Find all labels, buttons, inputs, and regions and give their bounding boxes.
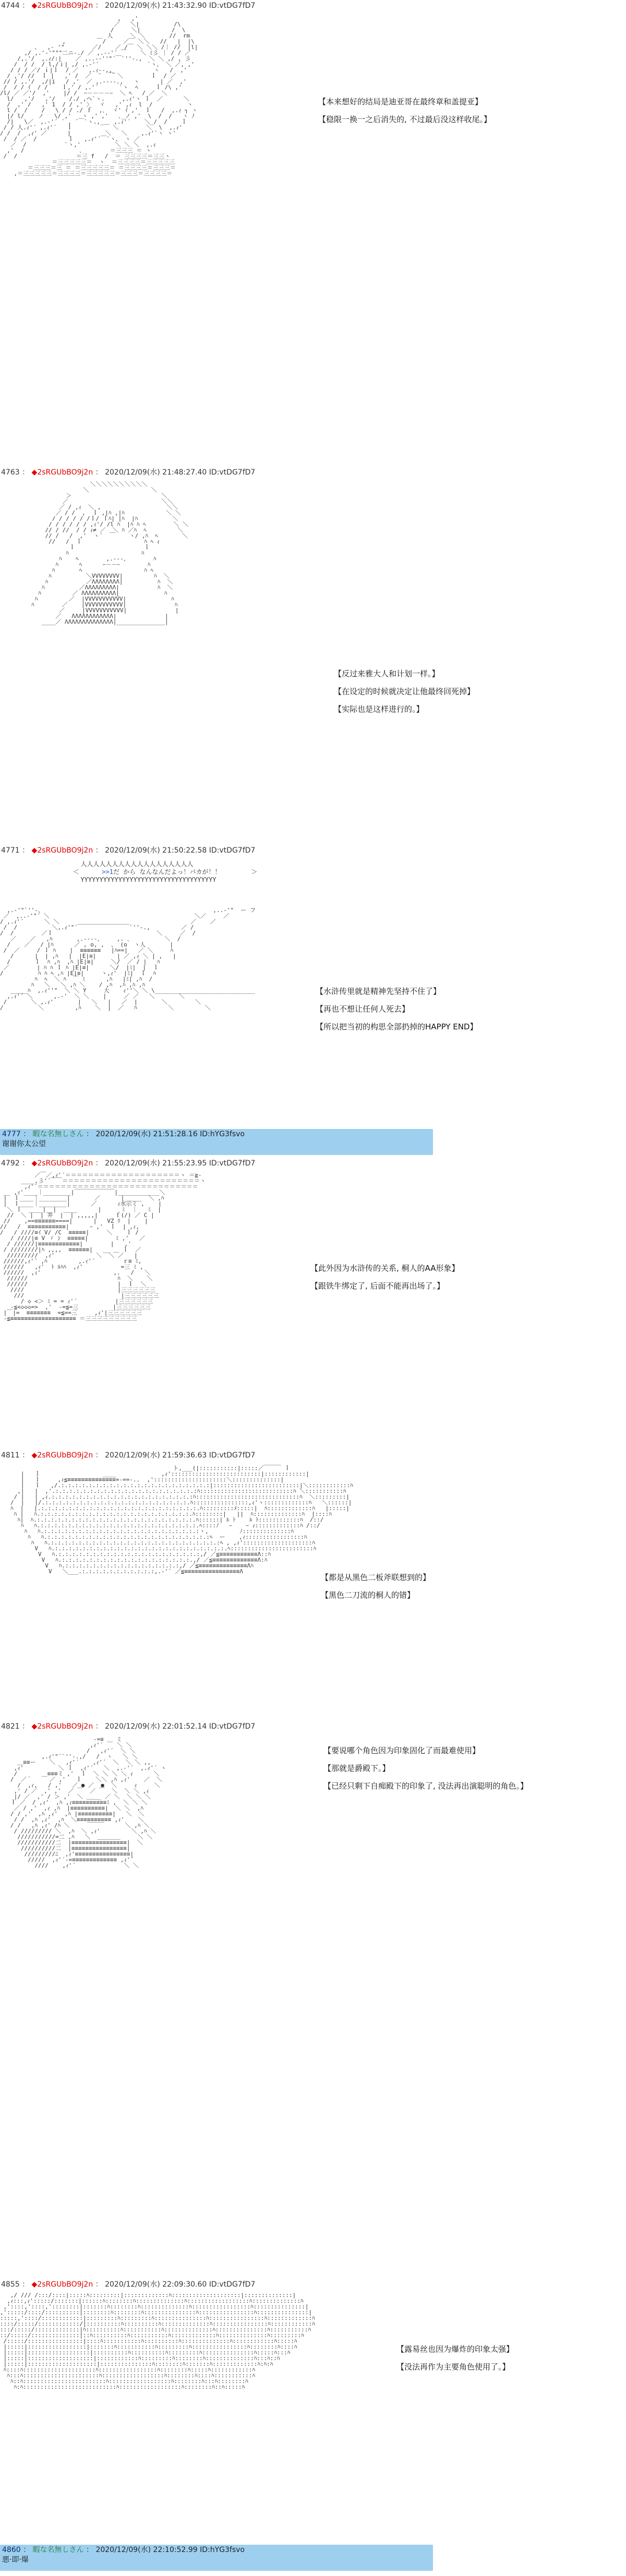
reply-author: 暇な名無しさん (32, 1130, 84, 1138)
note-line: 【实际也是这样进行的。】 (334, 704, 424, 714)
note-line: 【水浒传里就是精神先坚持不住了】 (316, 987, 441, 996)
post-header: 4792 ： ◆2sRGUbBO9j2n ： 2020/12/09(水) 21:55:23.95 ID:vtDG7fD7 (1, 1159, 256, 1168)
post (0, 845, 626, 1155)
note-line: 【已经只剩下自痴殿下的印象了, 没法再出演聪明的角色。】 (323, 1781, 528, 1791)
ascii-art: ト,___(|:::::::::::|:::::／￣￣￣ ｌ | ｌ ____ ,ｨ'::::::::::::::::::::::::::|::::::::::::| | ｌ ,ｨ≦≡≡≡≡≡≡≡≡≡≡≡≡≡≡=-==-.. ,':::::::::::::::::::::＼::::::::::::::| | ｌ ,/.:.:.:.:.:.:.:.:.:.:.:.:.:.:.:.:.:.:.:.:.:.:|:::::::::::::::::::::::::|＼::::::::::::ﾊ ,| | ,'.:.:.:.:.:.:.:.:.:.:.:.:.:.:.:.:.:.:.:.:.:ﾊ:::::::::::::::::::::::::::ﾊ ＼:::::::::::ﾊ / | | ,ｨ.:.:.:.:.:.:.:.:.:.:.:.:.:.:.:.:.:.:.:.:.:ﾊ::::::::::::::::::::::::::::::ﾊ ＼:::::::::| / | |/.:.:.:.:.:.:.:.:.:.:.:.:.:.:.:.:.:.:.:.:.:.ﾊ::::::::::::::::,ｨ'ヽ:::::::::::::ﾊ ＼::::::| ﾊ | |.:.:.:.:.:.:.:.:.:.:.:.:.:.:.:.:.:.:.:.:.:.:.:.ﾊ:::::::::ﾒ:::::| ﾊ:::::::::::::ﾊ |:::::| ﾊ | ﾊ.:.:.:.:.:.:.:.:.:.:.:.:.:.:.:.:.:.:.:.:.:.:.ﾊ::::::::| || ﾊ::::::::::::::ﾊ |::::ﾊ ﾊ| ﾊ.:.:.:.:.:.:.:.:.:.:.:.:.:.:.:.:.:.:.:.:.:.:.:.ﾊ::::::| ﾙ ﾄ ﾙ ﾄ::::::::::::ﾊ /::/ ﾊ ﾊ.:.:.:.:.:.:.:.:.:.:.:.:.:.:.:.:.:.:.:.:.:.:.:.ﾍ::::ﾉ ｰ ｰ ｨ:::::::::::::ﾊ /::/ ﾊ ﾊ.:.:.:.:.:.:.:.:.:.:.:.:.:.:.:.:.:.:.:.:.:.:.:ヽ, ﾉ::::::::::::::ﾊ ﾊ ﾊ.:.:.:.:.:.:.:.:.:.:.:.:.:.:.:.:.:.:.:.:.:.:.:.:ﾍ ー ,ｨ:::::::::::::::::ﾊ ﾊ ﾊ.:.:.:.:.:.:.:.:.:.:.:.:.:.:.:.:.:.:.:.:.:.:.:.:.:ﾍ , ,ｨ'::::::::::::::::::::ﾊ V ﾊ.:.:.:.:.:.:.:.:.:.:.:.:.:.:.:.:.:.:.:.:.:.:.:.:.:.ﾍ::::::::::::::::::::::::ﾊ V ﾊ.:.:.:.:.:.:.:.:.:.:.:.:.:.:.:.:.:.:.:.:.:,/ ／≦≡≡≡≡≡≡≡≡≡≡≡Λ::ﾊ V ﾊ.:.:.:.:.:.:.:.:.:.:.:.:.:.:.:.:.:.:.:.,/ ／≦≡≡≡≡≡≡≡≡≡≡≡≡≡Λ:ﾊ V ﾊ.:.:.:.:.:.:.:.:.:.:.:.:.:.:.:.:.:,/ ／≦≡≡≡≡≡≡≡≡≡≡≡≡≡≡Λﾊ V ＼___.:.:.:.:.:.:.:.:.:.:.:,.-'´ ／≦≡≡≡≡≡≡≡≡≡≡≡≡≡≡≡≡Λ (10, 1465, 353, 1575)
reply-post (0, 2545, 433, 2571)
post-number[interactable]: 4792 (1, 1159, 20, 1168)
reply-body: 悪·即·爆 (2, 2556, 29, 2564)
reply-number[interactable]: 4860 (2, 2546, 21, 2554)
ascii-art: ／￣／,ｨ'´＝＝＝＝＝＝＝＝＝＝＝＝＝＝＝＝＝＝＝＝ヽ ＝≧- ____,彡'´￣￣＝＝＝＝＝＝＝＝＝＝＝＝＝＝＝＝＝＝＝＝＝＝＝＝ヽ ,ｨ'´＝＝＝＝＝＝＝＝＝＝＝＝＝＝＝＝＝＝＝＝＝＝＝＝＝＝＝＝ __ ,ｨ'____｜________|￣￣￣￣￣￣￣|____________＼ | ｌ____｜________| ／ |_____ ＼ ,ﾊ | ｌ____｜________| ／ ｨ水示ミ , | ＼ ｌ ____|__| ____ | ﾐ ｜ ﾐ | // ＼ | | 井 | | ,,,,,| ｆ(/) ／ C | // ,==≡≡≡≡≡≡====| | VZ ﾘ | | // / ≡≡≡≡≡≡≡≡≡≡≡| ｰ ,' ｌ | ,ｨ, / / ////≡ｲ V/ /C ≡≡≡≡≡| ＼ ｌ / / ////|≡ V ゞ ｼ ≡≡≡≡≡| ﾐ ,' ／ / //////|≡≡≡≡≡≡≡≡≡≡≡≡| | ,' / ////////|ﾊ ,,,, ≡≡≡≡≡≡| __ ＿ ｌ ／ ///////// ,ｨ' ＼ ＼ ／ | //////,ｨ'´ ,ﾊ ,.ｨ'´ ｒ≡ ﾐ, ////// ,ｨ' ﾄ ﾙﾊﾊ ,ｨ' =三 ﾐ , ////// ,ｨ' ,. / ＼ ////// ﾊ ＼ ＼ ////// | ｌ ＼ //// |三三三三三三 /// |三三三三三三 / ◇ <＞ ﾐ = = ｨ'´ |三三三三三三 -≦<◇◇◇=> ,' -=≦=三 |三三三三三三 |￣|= ≡≡≡≡≡≡≡ =≦==三 ,ｨ'|三三三三三三 -≦≡≡≡≡≡≡≡≡≡≡≡≡≡≡≡≡≡≡≡ ＝三三三三三三三三三 (0, 1172, 206, 1322)
trip-diamond: ◆ (31, 2280, 38, 2289)
reply-body: 谢谢你太公望 (2, 1140, 46, 1148)
post-notes (310, 1259, 459, 1295)
note-line: 【没法再作为主要角色使用了。】 (396, 2362, 510, 2372)
post-header: 4811 ： ◆2sRGUbBO9j2n ： 2020/12/09(水) 21:59:36.63 ID:vtDG7fD7 (1, 1451, 256, 1460)
ascii-art: ,/ /// /:::/::::|:::::ﾊ:::::::::|:::::::::::::ﾊ::::::::::::::::::::|::::::::::::::| ,ｨ:::,ｨ':::::/:::::::|::::::ﾊ::::::::ﾊ::::::::::::::ﾊ::::::::::::::::::ﾊ::::::::::::::ﾊ ,'::::,'::::,'::::::::|:::::::ﾊ::::::::ﾊ::::::::::::::ﾊ:::::::::::::::::ﾊ:::::::::::::::| ,':::::/::::/::::::::::|::::::::ﾊ::::::::ﾊ:::::::::::::::ﾊ::::::::::::::::ﾊ:::::::::::::::| :::::,'::::/::::::::::::|:::::::::ﾊ:::::::::ﾊ:::::::::::::::ﾊ::::::::::::::::ﾊ:::::::::::::ﾊ ::::/:::::/::::::::::::/|::::::::::ﾊ::::::::::ﾊ::::::::::::::ﾊ::::::::::::::::ﾊ::::::::::::ﾊ :::/:::::/:::::::::::::|ﾊ::::::::::ﾊ:::::::::::ﾊ::::::::::::::ﾊ:::::::::::::::ﾊ:::::::::::ﾊ ::/:::::/::::::::::::::|::ﾊ::::::::::ﾊ:::::::::::ﾊ:::::::::::::ﾊ::::::::::::::ﾊ:::::::::ﾊ /:::::/::::::::::::::::|::::ﾊ:::::::::::ﾊ::::::::::ﾊ::::::::::::::ﾊ::::::::::::ﾊ:::::ﾊ |:::::|:::::::::::::::::|:::::::ﾊ:::::::::::ﾊ:::::::::ﾊ::::::::::::::::ﾊ::::::::ﾊ::::ﾊ |:::::|::::::::::::::::::|::::::::::ﾊ::::::::::ﾊ:::::::::ﾊ:::::::::::::::ﾊ:::::ﾊ:::ﾊ |:::::|:::::::::::::::::::|::::::::::::ﾊ:::::::::ﾊ::::::::ﾊ::::::::::::::ﾊ:::ﾊ::ﾊ |:::::|::::::::::::::::::::|:::::::::::::::ﾊ::::::::ﾊ:::::::ﾊ:::::::::::::ﾊ:ﾊ:ﾊ ﾊ::::ﾊ:::::::::::::::::::::ﾊ:::::::::::::::::ﾊ::::::::ﾊ:::::ﾊ::::::::::::ﾊ ﾊ:::ﾊ::::::::::::::::::::::ﾊ::::::::::::::::::ﾊ::::::::ﾊ::::ﾊ:::::::::::ﾊ ﾊ::ﾊ::::::::::::::::::::::::ﾊ::::::::::::::::::ﾊ::::::::ﾊ:::ﾊ::::::::ﾊ ﾊ:ﾊ:::::::::::::::::::::::::::ﾊ::::::::::::::::::ﾊ::::::::ﾊ::ﾊ:::::ﾊ (0, 2292, 315, 2390)
ascii-art: -=≡ ＿ ミ ,ｨ'´ ＼ ＼ / ,ｨ'´ ＼ ＼ ,.ｨ'"´`''-.,/ / ヽ ＼ ＼ ＿≡≡ー ＼ ,ｨ'´ ,ｨ'´ ＼ ＼ ＼ ,, ,ｨ' ＼ ｌ ,ｨ'´ ＼ ,.-'´ ,.ｨ'´ ヽ / ＿≡≡≡ミ ,' ｌ ＼ ＼ ＼ ＼ ｨ ＼ / ／｀ ／ ,' ｌ ＼＼ ,ﾊ ,ｨ' ／ ＼ / ,ｨ, / ,' ／ ● ／ ● ＼ ｨ ＼ ,' / ／ ,' ,' ／ ￣ ／ ￣ ＼ ＼ ＼ ,ｨ |/ ／ ,' / ＞ ,' ＼ ＿＿_ ／ ＼ ＼ ＼ ＼ ｌ ／ / ,ｨ' ,ﾊ ,ｨ≡≡≡≡≡≡≡≡≡≡ﾐ , ＼ ＼ ＼ ／ / ,' ,ｨ ,ﾊ |≡≡≡≡≡≡≡≡≡≡| ＼ ＼ ,ﾊ / / ,' ,ﾊ ,ｨ' ,ﾊ |≡≡≡≡≡≡≡≡≡≡| ＼ ＼ / / ,ﾊ ,ｨ' ,ﾊ ＼≡≡≡≡≡≡≡≡≡≡ ,ｨ' ＼ / / ,ﾊ ,ｨ' /ﾊ ＼ ￣￣￣ ＼ ,ﾊ ＼ / ///////// ＼ ,ﾊ ＼ ,ｨ' ＼ ,ﾊ ＼ ///////////=二 ,ﾊ ＼ ＿＿＿＿ ＼ ＼ ///////////二 |≡≡≡≡≡≡≡≡≡≡≡≡≡≡≡≡| ＼ //////////二 |≡≡≡≡≡≡≡≡≡≡≡≡≡≡≡≡| /////////ﾆ ,ｨ'≡≡≡≡≡≡≡≡≡≡≡≡≡≡≡≡| ///// ,ｨ'´-=≡≡≡≡≡≡≡≡≡≡≡≡≡ ,ｨ'´ //// ,ｨ'´ ＼ ＼ (10, 1736, 166, 1869)
trip-diamond: ◆ (31, 468, 38, 477)
post-notes (396, 2340, 514, 2376)
reply-header: 4860 ： 暇な名無しさん ： 2020/12/09(水) 22:10:52.99 ID:hYG3fsvo (2, 2546, 245, 2554)
post-tripcode: 2sRGUbBO9j2n (37, 468, 93, 477)
post-meta: 2020/12/09(水) 21:59:36.63 ID:vtDG7fD7 (105, 1451, 256, 1460)
reply-author: 暇な名無しさん (32, 2546, 84, 2554)
post-meta: 2020/12/09(水) 21:55:23.95 ID:vtDG7fD7 (105, 1159, 256, 1168)
note-line: 【要说哪个角色因为印象固化了而最难使用】 (323, 1746, 480, 1755)
post-meta: 2020/12/09(水) 22:09:30.60 ID:vtDG7fD7 (105, 2280, 256, 2289)
post-number[interactable]: 4744 (1, 2, 20, 10)
post (0, 2279, 626, 2545)
post-number[interactable]: 4821 (1, 1722, 20, 1731)
post-meta: 2020/12/09(水) 22:01:52.14 ID:vtDG7fD7 (105, 1722, 256, 1731)
trip-diamond: ◆ (31, 1451, 38, 1460)
post-notes (323, 1742, 528, 1795)
note-line: 【那就是爵殿下。】 (323, 1764, 390, 1773)
post-tripcode: 2sRGUbBO9j2n (37, 1159, 93, 1168)
post (0, 1721, 626, 2018)
post-notes (316, 982, 477, 1036)
post-header: 4855 ： ◆2sRGUbBO9j2n ： 2020/12/09(水) 22:09:30.60 ID:vtDG7fD7 (1, 2280, 256, 2289)
post-notes (334, 665, 475, 718)
post-header: 4744 ： ◆2sRGUbBO9j2n ： 2020/12/09(水) 21:43:32.90 ID:vtDG7fD7 (1, 2, 256, 10)
reply-anchor-link[interactable]: >>1 (102, 868, 114, 876)
post-meta: 2020/12/09(水) 21:50:22.58 ID:vtDG7fD7 (105, 846, 256, 855)
post-notes (321, 1569, 430, 1604)
post (0, 467, 626, 845)
trip-diamond: ◆ (31, 846, 38, 855)
post-meta: 2020/12/09(水) 21:48:27.40 ID:vtDG7fD7 (105, 468, 256, 477)
reply-header: 4777 ： 暇な名無しさん ： 2020/12/09(水) 21:51:28.16 ID:hYG3fsvo (2, 1130, 245, 1138)
post (0, 1450, 626, 1721)
reply-meta: 2020/12/09(水) 21:51:28.16 ID:hYG3fsvo (95, 1130, 245, 1138)
post-tripcode: 2sRGUbBO9j2n (37, 846, 93, 855)
post-number[interactable]: 4763 (1, 468, 20, 477)
ascii-art: ,.-'"`''-、 ,..-'" ー フ ／ ,..-'"´ ＼ ＼／ ／ / ,.ｨ'´ ＼ ＼ ／ ／ / / ＼,.ｨ'"´￣￣￣￣￣￣￣￣￣`''-., ／ / / / ／ｌ ＼ ／ / ／ ／ ,ﾊ ,.-‐‐-、 ,. ､ ＼ / / ／ / |ﾊ ／ , o, , 、 (o ヽ人 | / ／ / ｌ ﾊ | ≡≡≡≡≡≡ |ﾊ==| ／ ＼ ﾊ / | | ,ﾊ | |E|≡| | ／ ,ｨ ＼ | , | / ｌ ﾊ ,ﾊ ,ﾊ |E|≡| ＼/ ／ / | ﾊ ／ | ﾊ ﾊ ｌ ﾊ |E|≡| ＼/ |ﾐ| | ｌ / ﾊ ﾊ ﾍ ,ﾊ |E|≡| ヽ,ｨ' |ﾐ| ｌ ﾊ ﾊ ﾍ ＼ ﾊ ￣ ﾐ ,ﾊ |ﾐ| ,ﾊ / ﾊ ＼ ＼ ,ﾊ ＼ / ,ﾊ ,ﾊ ,ﾊ ,ﾊ _____ﾊ ,.ｨ''" ＼ ＼ Y 大 ｨ''＼ ＼ \_____________________________ ,.ｨ'´ ＼ ,.-' ＼ ＼ | ／ ／ ＼ ＼ / ＼ ,.ｨ' | ＼ | ／ | ＼ ＼ / ＼ ,ﾊ ＼ | ／ ﾊ ＼ ＼ (0, 907, 256, 1011)
note-line: 【跟铁牛绑定了, 后面不能再出场了。】 (310, 1281, 445, 1291)
note-line: 【黑色二刀流的桐人的错】 (321, 1590, 415, 1600)
reply-meta: 2020/12/09(水) 22:10:52.99 ID:hYG3fsvo (95, 2546, 245, 2554)
trip-diamond: ◆ (31, 1159, 38, 1168)
note-line: 【本来想好的结局是迪亚哥在最终章和盖提亚】 (318, 97, 483, 106)
trip-diamond: ◆ (31, 1722, 38, 1731)
post-notes (318, 93, 491, 128)
note-line: 【此外因为水浒传的关系, 桐人的AA形象】 (310, 1263, 460, 1273)
speech-bubble: 人人人人人人人人人人人人人人人人人人 ＜ >>1だ から なんなんだよっ！バカが！！ ＞ YYYYYYYYYYYYYYYYYYYYYYYYYYYYYYYYYYYY (73, 860, 258, 883)
note-line: 【都是从黑色二板斧联想到的】 (321, 1573, 431, 1582)
post-number[interactable]: 4771 (1, 846, 20, 855)
post-tripcode: 2sRGUbBO9j2n (37, 2280, 93, 2289)
ascii-art: ＼＼＼＼＼＼＼＼＼＼ ＼ ＼ ＞ ＼ ／ ＼＼ ／ / ,ｨ ＼ , ＼＼ ／ / / , ｌ ,|ﾊ ,|ﾊ ＼ ＼ / / / / / /ｌ/ ｌﾊ| |ﾊ |ﾊ ＼ / / / / / / ,ｨ'/ /l ﾊ |ﾊ ﾊ ﾍ ＼ ＼ // / // / / ｨ≠ ／ ＼ ﾊ ／ﾊ ﾍ ＼ // / / ,' ヽ´ ￣ ヽ/ ,ﾊ ﾍ ＼ // / ｌ ﾊ ﾍ ｨ ｌ ｌ ﾊ ﾊ ﾊ ﾍ ,.-‐-、 ﾊ ﾊ ﾍ ｰ－－ｰ ﾊ ﾊ ﾍ ﾊ ﾍ ﾊ ＼VVVVVVVV| ﾊ ＼ ﾊ ／ΛΛΛΛΛΛΛΛ| ﾊ ＼ ﾊ ／ΛΛΛΛΛΛΛΛΛ| ﾊ ＼ ﾊ ／ ΛΛΛΛΛΛΛΛΛΛ| ﾊ ﾊ ／ |VVVVVVVVVVV| ﾊ ﾊ ／ |VVVVVVVVVVV| ﾊ ／ |VVVVVVVVVVV| | ／ ΛΛΛΛΛΛΛΛΛΛΛΛ| | ____／ ΛΛΛΛΛΛΛΛΛΛΛΛΛΛ|______________| (31, 481, 189, 625)
reply-number[interactable]: 4777 (2, 1130, 21, 1138)
note-line: 【露易丝也因为爆炸的印象太强】 (396, 2344, 514, 2354)
post-header: 4763 ： ◆2sRGUbBO9j2n ： 2020/12/09(水) 21:48:27.40 ID:vtDG7fD7 (1, 468, 256, 477)
post (0, 0, 626, 467)
post (0, 1158, 626, 1450)
post-header: 4771 ： ◆2sRGUbBO9j2n ： 2020/12/09(水) 21:50:22.58 ID:vtDG7fD7 (1, 846, 256, 855)
ascii-art: , ,' ／ ＼| /\ / ＼| / \ 人 ＼ ＼ // rm , ￣/ ／￣ ＼＼ // | |\ 、 ,- '" ／/ ／ /￣ ＼ ＼＼ /｜ // |l| ,/ ,.'-'"""二ニ-./ ／ ,.-‐'´ ￣ ＼ ﾐ彡 ｜ / / ／ /,.'/ ,.ｨ/:| ／ ,..-‐''"´￣`''-., ＼ ＼ ,/ , 彡 / / / / l,/ｉ| ,/ ,.-'´ `ヽ、 ＼ ／, ,' / / / ／/ ｉ|ｌ / ／ ,.ｨ--,,_ ヽ / ,' / ,'/ // ｌ | ,' / ／ ̄ ￣ ＼ ｌ / ／ // / ,.'/ ,/|i / ,' ／ ,.-‐--., ヽ | ／ ,' / / / ｲ / / ｌ,' / ,.'´ `ヽ ﾍ ｌ /\ ,' /l/ ／ ／'/ ,' |/ / ｰ－－－－ｰ ＼ ﾍ / ／ ＼ l/ ,'/ ,'/ /./ ,ヘ`ヽ. ,.ｨ'ヽ ｌ ／ ＼ / ,' / ,' 1 / / ,' 〉 ヾ ,' ,ｨ l / ヽ l / / / \ / / ./ ｆ ,､ ヾ' ｲ ,' ｌ / ,.ｨ ┐ ヽ |/ l/ ノ \/ ,' ヽ ,' ,' ､_ノ ,' \ / / ヽ ﾉ /| \／ ,.-'´ ´ , ´￣`ヽ.,_ ,.ｨ'´ ＼_/ / ｌ / / 人.ｨ'´ ,.ｨ'´ ｌ ￣ ＼ ＼ \ ,.ｨ' / / / ,ｨ' ／ | ＼ ＼ ,.ｨ'`ヽ ヽ' / / ／ / ｌ ,.ｨ'´￣`ヽ、 ヽ ／ ／ / `ヽ,' ＼ ＼ ＼ ,.ｨ ,' / ､ ＝三三三 ＝ ヽ / / ＝三 f / ＝ 三三三三＝三三ヽ ＝三三三三三＝ ヽ ＝三三三三＝三三三三三 ＝三三三＝三 ＝ ＝三三三三三＝ ＝三三三三＝三三三＝ ,＝三三三三三＝三三三三＝三三三三三＝三三三＝三三三三＝ (0, 15, 198, 177)
post-number[interactable]: 4855 (1, 2280, 20, 2289)
post-tripcode: 2sRGUbBO9j2n (37, 1722, 93, 1731)
reply-post (0, 1129, 433, 1155)
note-line: 【再也不想让任何人死去】 (316, 1004, 410, 1014)
note-line: 【在设定的时候就决定让他最终回死掉】 (334, 687, 475, 696)
post-header: 4821 ： ◆2sRGUbBO9j2n ： 2020/12/09(水) 22:01:52.14 ID:vtDG7fD7 (1, 1722, 256, 1731)
trip-diamond: ◆ (31, 2, 38, 10)
note-line: 【反过来雅大人和计划一样。】 (334, 669, 440, 678)
speech-text: だ から なんなんだよっ！バカが！！ (113, 868, 221, 876)
post-tripcode: 2sRGUbBO9j2n (37, 2, 93, 10)
note-line: 【稳限一换一之后消失的, 不过最后没这样收尾。】 (318, 115, 492, 124)
post-tripcode: 2sRGUbBO9j2n (37, 1451, 93, 1460)
post-meta: 2020/12/09(水) 21:43:32.90 ID:vtDG7fD7 (105, 2, 256, 10)
post-number[interactable]: 4811 (1, 1451, 20, 1460)
note-line: 【所以把当初的构思全部扔掉的HAPPY END】 (316, 1022, 478, 1031)
